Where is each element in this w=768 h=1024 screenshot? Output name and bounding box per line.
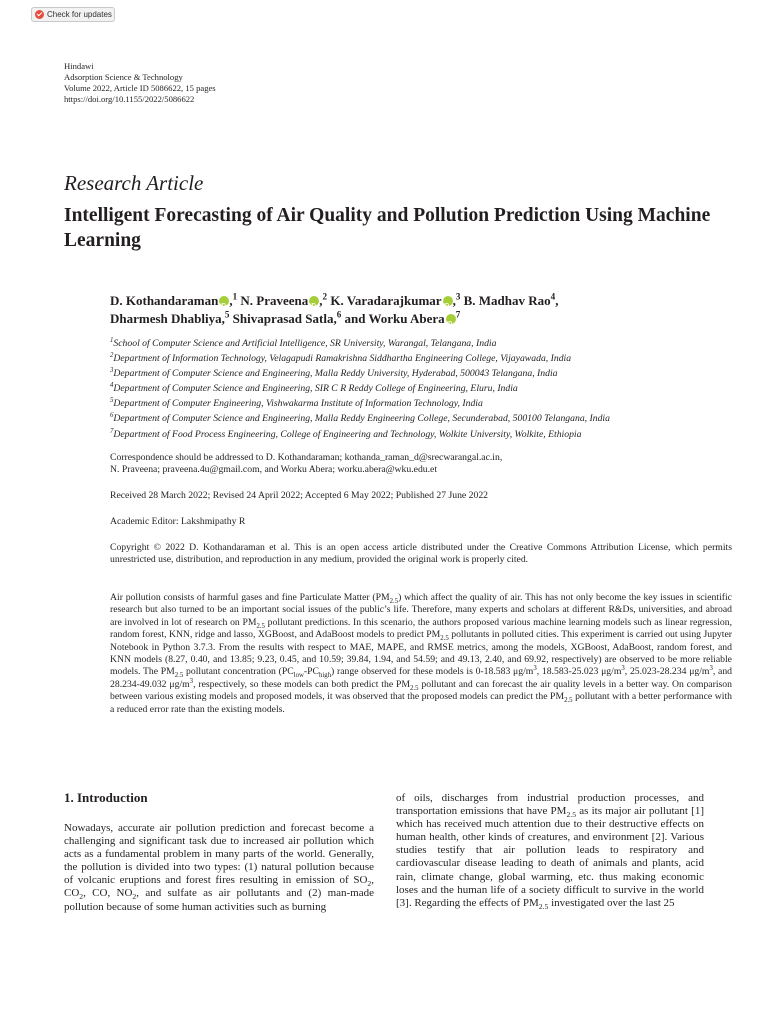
author: B. Madhav Rao$^4$, (463, 291, 559, 308)
author: and Worku AberaiD $^7$ (345, 311, 461, 326)
journal-name: Adsorption Science & Technology (64, 72, 183, 82)
orcid-icon[interactable] (309, 296, 319, 306)
volume-line: Volume 2022, Article ID 5086622, 15 pages (64, 83, 216, 93)
author: Shivaprasad Satla,$^6$ (232, 309, 342, 326)
copyright-notice: Copyright © 2022 D. Kothandaraman et al. This is an open access article distributed under the Creative Commons Attribution License, which permits unrestricted use, distribution, and reproduction in any medium, provided the original work is properly cited. (110, 542, 732, 566)
orcid-icon[interactable] (443, 296, 453, 306)
affiliation-list (110, 336, 730, 442)
correspondence-line: N. Praveena; praveena.4u@gmail.com, and Worku Abera; worku.abera@wku.edu.et (110, 464, 438, 476)
affiliation: $^1$School of Computer Science and Artificial Intelligence, SR University, Warangal, Telangana, India (110, 336, 497, 349)
correspondence-line: Correspondence should be addressed to D. Kothandaraman; kothanda_raman_d@srecwarangal.ac.in, (110, 452, 503, 463)
paper-title: Intelligent Forecasting of Air Quality and Pollution Prediction Using Machine Learning (64, 205, 711, 251)
correspondence (110, 452, 730, 477)
journal-meta (64, 61, 216, 105)
received-dates: Received 28 March 2022; Revised 24 April 2022; Accepted 6 May 2022; Published 27 June 2022 (110, 490, 489, 501)
author-list (110, 292, 730, 328)
intro-column-left: Nowadays, accurate air pollution prediction and forecast become a challenging and significant task due to increased air pollution which acts as a fundamental problem in many parts of the world. Generally, the pollution is divided into two types: (1) natural pollution because of volcanic eruptions and forest fires resulting in emission of $SO_2$, $CO_2$, CO, $NO_2$, and sulfate as air pollutants and (2) man-made pollution because of some human activities such as burning (64, 822, 374, 913)
section-heading-introduction: 1. Introduction (64, 790, 148, 805)
orcid-icon[interactable] (219, 296, 229, 306)
affiliation: $^4$Department of Computer Science and Engineering, SIR C R Reddy College of Engineering, Eluru, India (110, 382, 518, 395)
affiliation: $^3$Department of Computer Science and Engineering, Malla Reddy University, Hyderabad, 500043 Telangana, India (110, 366, 558, 380)
intro-column-right: of oils, discharges from industrial production processes, and transportation emissions that have $PM_{2.5}$ as its major air pollutant [1] which has received much attention due to their destructive effects on human health, other kinds of creatures, and environment [2]. Various studies testify that air pollution leads to respiratory and cardiovascular disease leading to death of animals and plants, acid rain, climate change, global warming, etc. thus making economic loses and the human life of a society difficult to survive in the world [3]. Regarding the effects of $PM_{2.5}$ investigated over the last 25 (396, 792, 705, 911)
check-for-updates-badge[interactable] (31, 7, 115, 22)
academic-editor: Academic Editor: Lakshmipathy R (110, 516, 246, 527)
article-type: Research Article (64, 171, 204, 195)
author: N. PraveenaiD ,$^2$ (240, 293, 327, 308)
doi-link[interactable]: https://doi.org/10.1155/2022/5086622 (64, 94, 195, 104)
author: K. VaradarajkumariD ,$^3$ (330, 293, 460, 308)
publisher-name: Hindawi (64, 61, 94, 71)
affiliation: $^5$Department of Computer Engineering, Vishwakarma Institute of Information Technology, India (110, 397, 483, 410)
author: Dharmesh Dhabliya,$^5$ (110, 309, 230, 326)
affiliation: $^7$Department of Food Process Engineering, College of Engineering and Technology, Wolkite University, Wolkite, Ethiopia (110, 427, 582, 440)
affiliation: $^6$Department of Computer Science and Engineering, Malla Reddy Engineering College, Secunderabad, 500100 Telangana, India (110, 412, 610, 425)
check-for-updates-label: Check for updates (47, 10, 112, 19)
abstract: Air pollution consists of harmful gases and fine Particulate Matter $(PM_{2.5})$ which affect the quality of air. This has not only become the key issues in scientific research but also turned to be an important social issues of the public’s life. Therefore, many experts and scholars at different R&Ds, universities, and abroad are involved in lot of research on $PM_{2.5}$ pollutant predictions. In this scenario, the authors proposed various machine learning models such as linear regression, random forest, KNN, ridge and lasso, XGBoost, and AdaBoost models to predict $PM_{2.5}$ pollutants in polluted cities. This experiment is carried out using Jupyter Notebook in Python 3.7.3. From the results with respect to MAE, MAPE, and RMSE metrics, among the models, XGBoost, AdaBoost, random forest, and KNN models (8.27, 0.40, and 13.85; 9.23, 0.45, and 10.59; 39.84, 1.94, and 54.59; and 49.13, 2.40, and 69.92, respectively) are observed to be more reliable models. The $PM_{2.5}$ pollutant concentration $(PC_{low}-PC_{high})$ range observed for these models is 0-18.583 $\mu g/m^3$, 18.583-25.023 $\mu g/m^3$, 25.023-28.234 $\mu g/m^3$, and 28.234-49.032 $\mu g/m^3$, respectively, so these models can both predict the $PM_{2.5}$ pollutant and can forecast the air quality levels in a better way. On comparison between various existing models and proposed models, it was observed that the proposed models can predict the $PM_{2.5}$ pollutant with a better performance with a reduced error rate than the existing models. (110, 592, 733, 715)
check-updates-icon (35, 10, 44, 19)
author: D. KothandaramaniD ,$^1$ (110, 293, 237, 308)
orcid-icon[interactable] (446, 314, 456, 324)
affiliation: $^2$Department of Information Technology, Velagapudi Ramakrishna Siddhartha Engineering College, Vijayawada, India (110, 351, 572, 365)
